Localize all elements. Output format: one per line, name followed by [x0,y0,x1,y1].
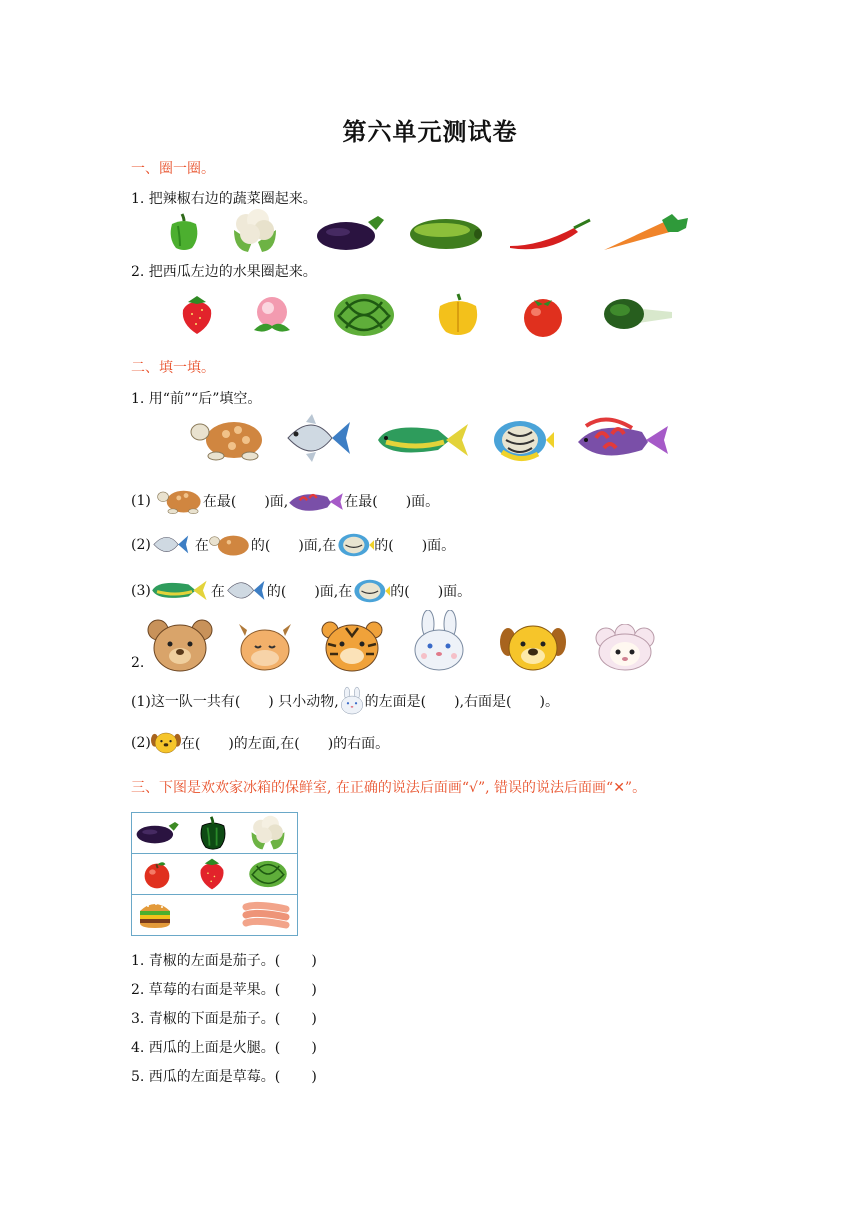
s2-q2-subquestion-2: (2) 在( )的左面,在( )的右面。 [131,728,389,758]
red-fish-mini-icon [288,486,344,516]
watermelon-icon [248,859,288,889]
s1-question-1: 1. 把辣椒右边的蔬菜圈起来。 [131,191,317,207]
s2-question-2-number: 2. [131,655,145,671]
statement-item: 2. 草莓的右面是苹果。( ) [131,982,317,998]
pomfret-mini-icon [225,575,267,607]
turtle-mini-icon [157,486,203,516]
section-1-heading: 一、圈一圈。 [131,161,215,177]
strawberry-icon [198,857,226,891]
table-divider [132,894,297,895]
eggplant-icon [316,212,386,252]
ham-icon [242,901,292,929]
chili-icon [508,218,594,252]
cauliflower-icon [248,815,288,851]
page-title: 第六单元测试卷 [342,118,518,146]
pomfret-icon [284,412,354,466]
fridge-table [131,812,298,936]
dog-icon [500,622,566,674]
rabbit-mini-icon [339,686,365,716]
s2-subquestion-1: (1) 在最( )面, 在最( )面。 [131,484,439,518]
peach-icon [250,294,294,336]
bok-choy-icon [602,296,676,334]
turtle-icon [190,416,266,462]
tiger-icon [320,618,384,674]
strawberry-icon [180,294,214,336]
eggplant-icon [136,819,180,845]
s2-subquestion-2: (2) 在 的( )面,在 的( )面。 [131,528,455,562]
angelfish-icon [490,416,554,464]
watermelon-icon [332,292,396,338]
section-2-heading: 二、填一填。 [131,360,215,376]
carrot-icon [602,212,692,254]
yellow-pepper-icon [436,292,480,336]
red-fish-icon [576,414,670,464]
statement-item: 5. 西瓜的左面是草莓。( ) [131,1069,317,1085]
table-divider [132,853,297,854]
cucumber-icon [408,214,484,252]
hamburger-icon [138,899,172,929]
tomato-icon [520,292,566,338]
s1-question-2: 2. 把西瓜左边的水果圈起来。 [131,264,317,280]
dorado-mini-icon [151,578,209,604]
dog-mini-icon [151,731,181,755]
s2-question-1: 1. 用“前”“后”填空。 [131,391,262,407]
turtle-mini-icon [209,531,251,559]
statement-item: 1. 青椒的左面是茄子。( ) [131,953,317,969]
green-pepper-icon [196,815,230,851]
dorado-icon [376,420,472,462]
pepper-icon [168,212,200,252]
cow-icon [233,622,297,672]
bear-icon [146,618,214,674]
statement-item: 3. 青椒的下面是茄子。( ) [131,1011,317,1027]
pomfret-mini-icon [151,530,191,560]
apple-icon [142,858,172,890]
angelfish-mini-icon [336,530,374,560]
s2-q2-subquestion-1: (1)这一队一共有( ) 只小动物, 的左面是( ),右面是( )。 [131,684,559,718]
rabbit-icon [410,610,468,672]
cauliflower-icon [230,208,280,254]
s2-subquestion-3: (3) 在 的( )面,在 的( )面。 [131,574,471,608]
statement-item: 4. 西瓜的上面是火腿。( ) [131,1040,317,1056]
section-3-heading: 三、下图是欢欢家冰箱的保鲜室, 在正确的说法后面画“√”, 错误的说法后面画“✕”。 [131,780,647,796]
angelfish-mini-icon [352,576,390,606]
sheep-icon [592,624,658,672]
